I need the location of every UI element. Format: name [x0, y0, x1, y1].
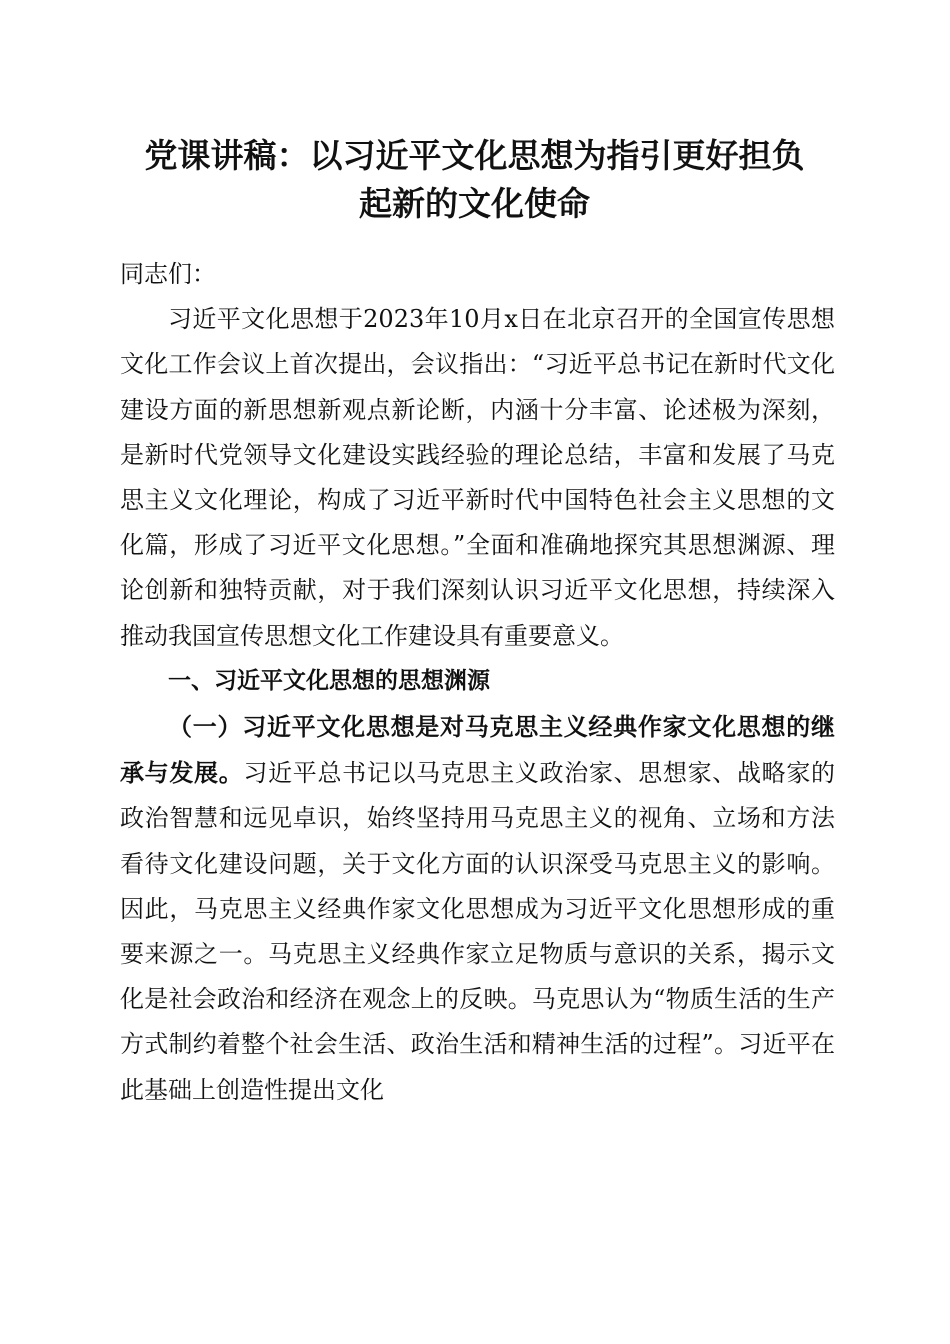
title-line-1: 党课讲稿：以习近平文化思想为指引更好担负 [144, 136, 805, 175]
subsection-paragraph [120, 704, 835, 1113]
document-body [120, 252, 835, 1113]
document-title [112, 132, 837, 228]
section-heading: 一、习近平文化思想的思想渊源 [168, 667, 490, 694]
subsection-text: 习近平总书记以马克思主义政治家、思想家、战略家的政治智慧和远见卓识，始终坚持用马克思主义的视角、立场和方法看待文化建设问题，关于文化方面的认识深受马克思主义的影响。因此，马克思主义经典作家文化思想成为习近平文化思想形成的重要来源之一。马克思主义经典作家立足物质与意识的关系，揭示文化是社会政治和经济在观念上的反映。马克思认为“物质生活的生产方式制约着整个社会生活、政治生活和精神生活的过程”。习近平在此基础上创造性提出文化 [120, 759, 836, 1104]
intro-paragraph: 习近平文化思想于2023年10月x日在北京召开的全国宣传思想文化工作会议上首次提出，会议指出：“习近平总书记在新时代文化建设方面的新思想新观点新论断，内涵十分丰富、论述极为深刻，是新时代党领导文化建设实践经验的理论总结，丰富和发展了马克思主义文化理论，构成了习近平新时代中国特色社会主义思想的文化篇，形成了习近平文化思想。”全面和准确地探究其思想渊源、理论创新和独特贡献，对于我们深刻认识习近平文化思想，持续深入推动我国宣传思想文化工作建设具有重要意义。 [120, 305, 835, 650]
salutation: 同志们： [120, 260, 216, 288]
subsection-heading: （一）习近平文化思想是对马克思主义经典作家文化思想的继承与发展。 [120, 712, 835, 788]
title-line-2: 起新的文化使命 [359, 184, 590, 223]
